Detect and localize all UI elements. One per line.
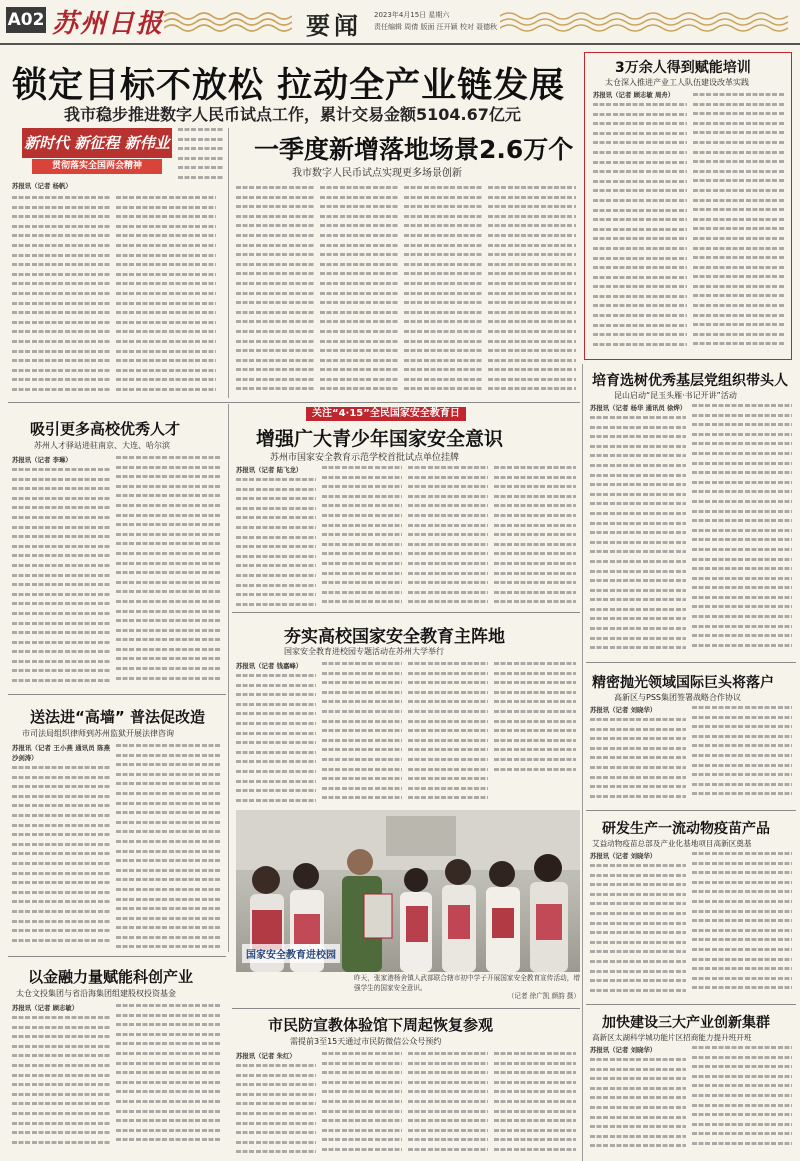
base-subhead: 国家安全教育进校园专题活动在苏州大学举行: [284, 647, 444, 656]
q1-body-col3: [404, 186, 482, 396]
security-headline: 增强广大青少年国家安全意识: [256, 428, 504, 450]
security-body-col3: [408, 466, 488, 608]
lead-subhead: 我市稳步推进数字人民币试点工作，累计交易金额5104.67亿元: [64, 105, 521, 124]
vaccine-headline: 研发生产一流动物疫苗产品: [602, 821, 770, 837]
news-photo: [236, 810, 580, 972]
security-byline: 苏报讯（记者 陆飞龙）: [236, 466, 303, 474]
law-body-col1: [12, 766, 110, 952]
divider: [8, 694, 226, 695]
lead-body-col2: [116, 196, 216, 396]
column-badge-sub: 贯彻落实全国两会精神: [32, 159, 162, 174]
security-body-col1: [236, 478, 316, 608]
divider: [228, 128, 229, 398]
photo-credit: （记者 徐广凯 颜韵 摄）: [507, 992, 580, 1000]
museum-body-col4: [494, 1052, 576, 1156]
talent-body-col2: [116, 456, 220, 688]
section-title: 要闻: [306, 12, 362, 40]
q1-subhead: 我市数字人民币试点实现更多场景创新: [292, 168, 462, 179]
q1-body-col2: [320, 186, 398, 396]
lead-headline: 锁定目标不放松 拉动全产业链发展: [12, 66, 566, 106]
medicine-subhead: 高新区与PSS集团签署战略合作协议: [614, 693, 741, 702]
base-body-col4: [494, 662, 576, 772]
q1-body-col4: [488, 186, 576, 396]
museum-body-col2: [322, 1052, 402, 1156]
law-headline: 送法进“高墙” 普法促改造: [30, 708, 205, 726]
party-headline: 培育选树优秀基层党组织带头人: [592, 373, 788, 389]
party-body-col1: [590, 416, 686, 656]
finance-body-col2: [116, 1004, 220, 1156]
divider: [232, 612, 580, 613]
party-body-col2: [692, 404, 792, 656]
training-byline: 苏报讯（记者 顾志敏 周舟）: [593, 91, 675, 99]
security-topic-tag: 关注“4·15”全民国家安全教育日: [306, 407, 466, 421]
training-headline: 3万余人得到赋能培训: [615, 60, 751, 76]
talent-byline: 苏报讯（记者 李琳）: [12, 456, 72, 464]
vaccine-subhead: 艾益动物疫苗总部及产业化基地项目高新区奠基: [592, 839, 752, 848]
masthead: [0, 0, 800, 44]
innovation-body-col2: [692, 1046, 792, 1156]
paper-logo: 苏州日报: [52, 9, 165, 39]
innovation-headline: 加快建设三大产业创新集群: [602, 1015, 770, 1031]
finance-byline: 苏报讯（记者 顾志敏）: [12, 1004, 79, 1012]
lead-body-col2-top: [178, 128, 224, 188]
museum-subhead: 需提前3至15天通过市民防微信公众号预约: [290, 1037, 442, 1046]
page-number-box: A02: [6, 7, 46, 33]
lead-body-col1: [12, 196, 110, 396]
finance-body-col1: [12, 1016, 110, 1156]
base-body-col1: [236, 674, 316, 806]
museum-byline: 苏报讯（记者 朱红）: [236, 1052, 296, 1060]
museum-body-col3: [408, 1052, 488, 1156]
innovation-body-col1: [590, 1058, 686, 1156]
security-body-col2: [322, 466, 402, 608]
security-body-col4: [494, 466, 576, 608]
law-subhead: 市司法局组织律师到苏州监狱开展法律咨询: [22, 729, 174, 738]
column-badge: [22, 128, 172, 176]
training-body-col1: [593, 103, 687, 353]
vaccine-body-col2: [692, 852, 792, 1000]
base-headline: 夯实高校国家安全教育主阵地: [284, 627, 505, 647]
q1-body-col1: [236, 186, 314, 396]
masthead-rule: [0, 43, 800, 45]
training-body-col2: [693, 93, 785, 353]
training-subhead: 太仓深入推进产业工人队伍建设改革实践: [605, 78, 749, 87]
innovation-byline: 苏报讯（记者 刘晓华）: [590, 1046, 657, 1054]
talent-subhead: 苏州人才驿站进驻南京、大连、哈尔滨: [34, 441, 170, 450]
divider: [8, 402, 580, 403]
editor-line: 责任编辑 周倩 版面 汪开颖 校对 聂德秋: [374, 23, 498, 31]
medicine-byline: 苏报讯（记者 刘晓华）: [590, 706, 657, 714]
training-box: [584, 52, 792, 360]
lead-byline: 苏报讯（记者 杨帆）: [12, 182, 72, 190]
medicine-body-col2: [692, 706, 792, 806]
divider: [8, 956, 226, 957]
law-byline: 苏报讯（记者 王小燕 通讯员 陈燕 沙剑涛）: [12, 744, 110, 762]
column-badge-title: 新时代 新征程 新伟业: [22, 128, 172, 158]
museum-body-col1: [236, 1064, 316, 1156]
finance-subhead: 太仓文投集团与省沿海集团组建股权投资基金: [16, 989, 176, 998]
base-byline: 苏报讯（记者 钱嘉峰）: [236, 662, 303, 670]
talent-headline: 吸引更多高校优秀人才: [30, 420, 181, 438]
security-subhead: 苏州市国家安全教育示范学校首批试点单位挂牌: [270, 453, 460, 463]
divider: [232, 1008, 580, 1009]
wave-ornament: [164, 10, 292, 32]
law-body-col2: [116, 744, 220, 952]
talent-body-col1: [12, 468, 110, 688]
divider: [228, 404, 229, 952]
divider: [586, 662, 796, 663]
vaccine-byline: 苏报讯（记者 刘晓华）: [590, 852, 657, 860]
party-byline: 苏报讯（记者 杨华 通讯员 徐烨）: [590, 404, 686, 412]
vaccine-body-col1: [590, 864, 686, 1000]
party-subhead: 昆山启动“昆玉头雁·书记开讲”活动: [614, 391, 737, 400]
photo-banner: 国家安全教育进校园: [242, 944, 340, 963]
medicine-body-col1: [590, 718, 686, 806]
divider: [586, 1004, 796, 1005]
finance-headline: 以金融力量赋能科创产业: [28, 968, 194, 986]
innovation-subhead: 高新区太湖科学城功能片区招商能力提升班开班: [592, 1033, 752, 1042]
q1-headline: 一季度新增落地场景2.6万个: [254, 135, 574, 164]
base-body-col3: [408, 662, 488, 806]
wave-ornament-right: [500, 10, 790, 32]
photo-caption: 昨天，张家港杨舍镇人武部联合辖市初中学子开展国家安全教育宣传活动，增强学生的国家安全意识。: [354, 974, 580, 992]
medicine-headline: 精密抛光领域国际巨头将落户: [592, 675, 774, 691]
divider: [582, 364, 583, 1161]
date-line: 2023年4月15日 星期六: [374, 11, 450, 19]
divider: [586, 810, 796, 811]
museum-headline: 市民防宣教体验馆下周起恢复参观: [268, 1016, 494, 1034]
base-body-col2: [322, 662, 402, 806]
